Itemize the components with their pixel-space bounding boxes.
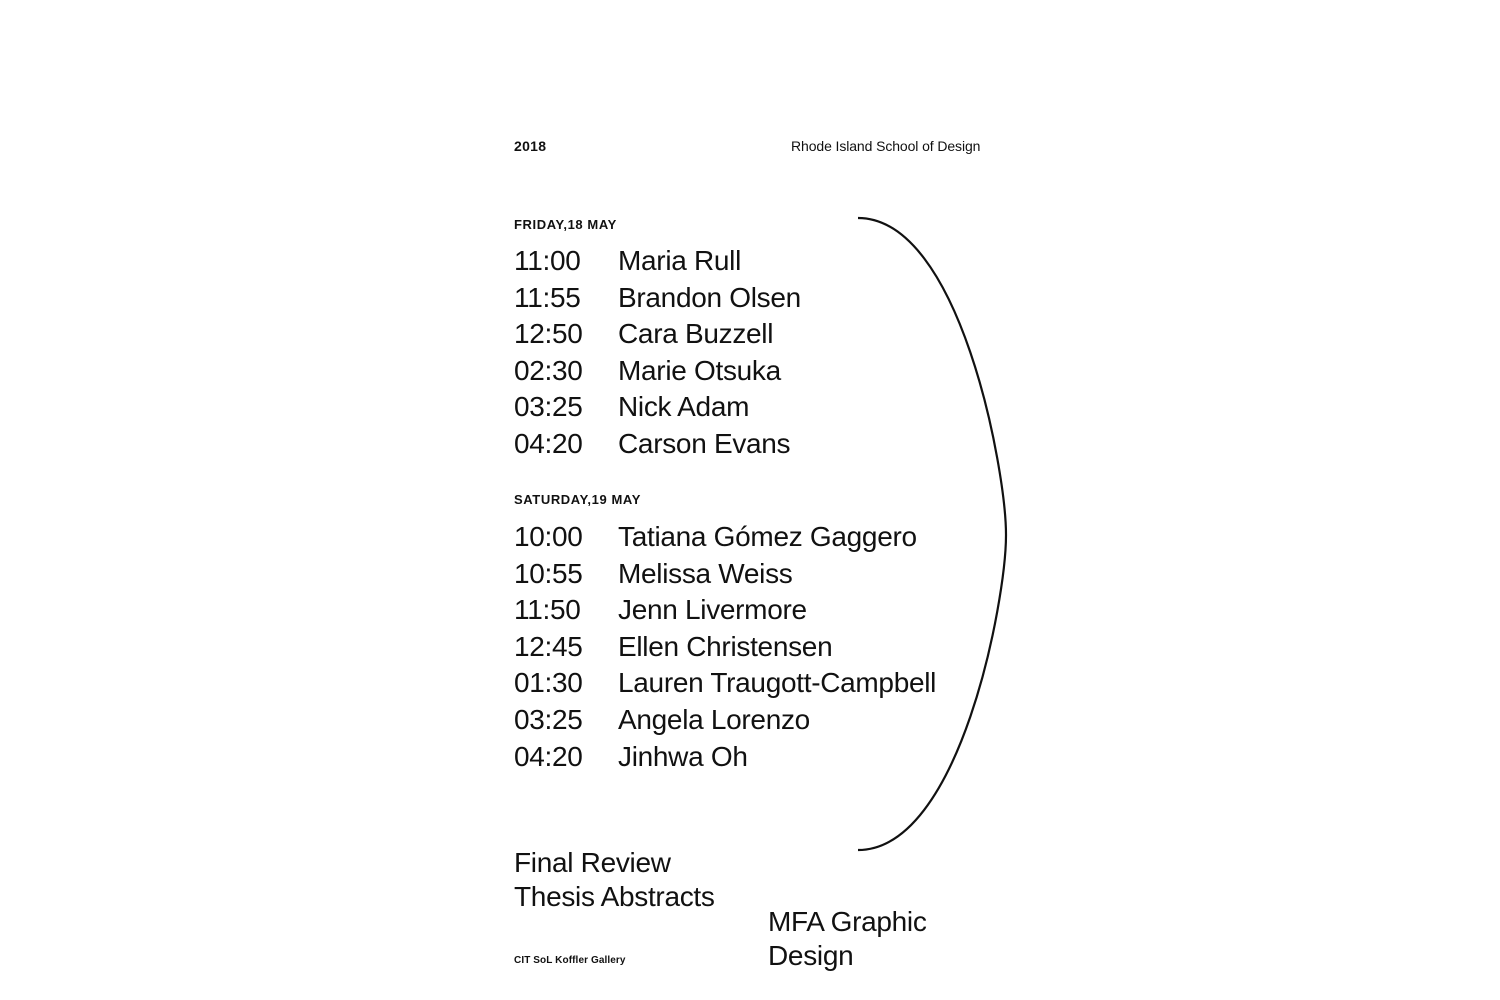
schedule-row [514, 353, 801, 390]
review-title-line2: Thesis Abstracts [514, 881, 715, 912]
schedule-time: 10:00 [514, 521, 583, 552]
schedule-row [514, 280, 801, 317]
program-name [768, 905, 927, 973]
schedule-name: Lauren Traugott-Campbell [618, 667, 937, 699]
schedule-name: Nick Adam [618, 391, 750, 423]
schedule-time: 10:55 [514, 557, 583, 589]
schedule-row [514, 316, 801, 353]
curved-bracket [850, 210, 1020, 860]
schedule-row [514, 389, 801, 426]
program-name-line2: Design [768, 940, 854, 971]
schedule-time: 12:45 [514, 630, 583, 662]
schedule-name: Maria Rull [618, 245, 742, 276]
schedule-name: Carson Evans [618, 427, 791, 459]
schedule-time: 04:20 [514, 740, 583, 772]
schedule-time: 04:20 [514, 427, 583, 459]
program-name-line1: MFA Graphic [768, 906, 927, 937]
schedule-name: Jenn Livermore [618, 594, 807, 626]
schedule-time: 02:30 [514, 354, 583, 386]
schedule-name: Angela Lorenzo [618, 703, 810, 735]
schedule-time: 01:30 [514, 667, 583, 699]
day-heading-saturday: SATURDAY,19 MAY [514, 492, 642, 507]
schedule-time: 11:00 [514, 245, 581, 276]
schedule-time: 11:50 [514, 594, 581, 626]
schedule-name: Melissa Weiss [618, 557, 793, 589]
review-title-line1: Final Review [514, 847, 671, 878]
day-heading-friday: FRIDAY,18 MAY [514, 217, 617, 232]
schedule-name: Marie Otsuka [618, 354, 781, 386]
schedule-row [514, 243, 801, 280]
schedule-name: Ellen Christensen [618, 630, 833, 662]
schedule-time: 03:25 [514, 391, 583, 423]
schedule-list-friday [514, 243, 801, 463]
review-title [514, 846, 715, 914]
year-label: 2018 [514, 138, 547, 154]
gallery-location: CIT SoL Koffler Gallery [514, 955, 626, 966]
schedule-time: 12:50 [514, 318, 583, 350]
schedule-time: 11:55 [514, 281, 581, 313]
school-name: Rhode Island School of Design [791, 138, 981, 154]
schedule-row [514, 426, 801, 463]
schedule-name: Tatiana Gómez Gaggero [618, 521, 917, 552]
schedule-time: 03:25 [514, 703, 583, 735]
schedule-name: Cara Buzzell [618, 318, 774, 350]
schedule-name: Brandon Olsen [618, 281, 801, 313]
schedule-name: Jinhwa Oh [618, 740, 748, 772]
